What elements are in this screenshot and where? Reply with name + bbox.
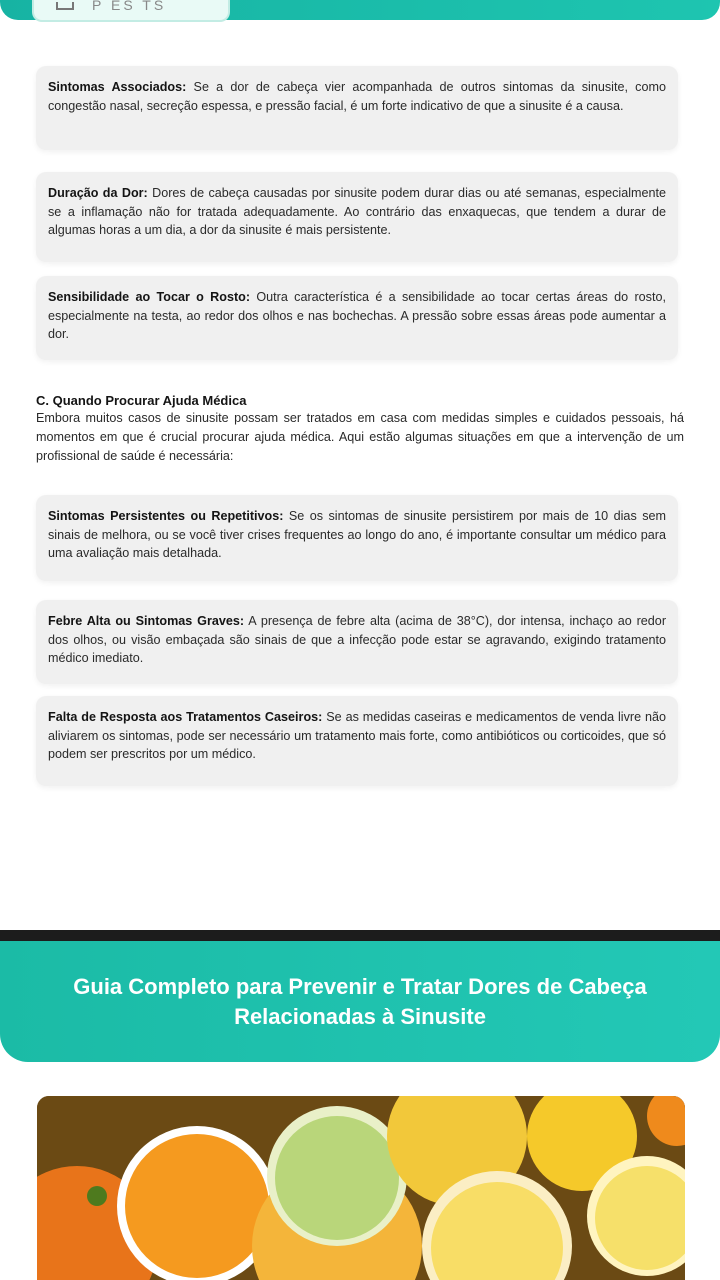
card-title: Sintomas Persistentes ou Repetitivos:	[48, 509, 284, 523]
lime-slice	[275, 1116, 399, 1240]
citrus-illustration	[37, 1096, 685, 1280]
citrus-fruits-image	[37, 1096, 685, 1280]
card-title: Sensibilidade ao Tocar o Rosto:	[48, 290, 251, 304]
card-title: Falta de Resposta aos Tratamentos Caseiros:	[48, 710, 323, 724]
card-title: Febre Alta ou Sintomas Graves:	[48, 614, 245, 628]
tab-icon	[56, 2, 74, 10]
top-tab	[32, 0, 230, 22]
tab-label: P ES TS	[92, 0, 167, 13]
guide-banner	[0, 941, 720, 1062]
card-text: Se a dor de cabeça vier acompanhada de outros sintomas da sinusite, como congestão nasal, secreção espessa, e pressão facial, é um forte indicativo de que a sinusite é a causa.	[48, 80, 666, 113]
symptom-card-associated	[36, 66, 678, 150]
symptom-card-sensitivity	[36, 276, 678, 360]
card-text: A presença de febre alta (acima de 38°C), dor intensa, inchaço ao redor dos olhos, ou visão embaçada são sinais de que a infecção pode estar se agravando, exigindo tratamento médico imediato.	[48, 614, 667, 665]
symptom-card-duration	[36, 172, 678, 262]
card-text: Outra característica é a sensibilidade ao tocar certas áreas do rosto, especialmente na testa, ao redor dos olhos e nas bochechas. A pressão sobre essas áreas pode aumentar a dor.	[48, 290, 666, 341]
section-divider	[0, 930, 720, 941]
help-card-no-response	[36, 696, 678, 786]
section-body: Embora muitos casos de sinusite possam ser tratados em casa com medidas simples e cuidados pessoais, há momentos em que é crucial procurar ajuda médica. Aqui estão algumas situações em que a intervenção de um profissional de saúde é necessária:	[36, 411, 684, 463]
card-text: Se os sintomas de sinusite persistirem por mais de 10 dias sem sinais de melhora, ou se você tiver crises frequentes ao longo do ano, é importante consultar um médico para uma avaliação mais detalhada.	[48, 509, 666, 560]
orange-slice	[125, 1134, 269, 1278]
card-title: Duração da Dor:	[48, 186, 148, 200]
help-card-fever	[36, 600, 678, 684]
card-text: Dores de cabeça causadas por sinusite podem durar dias ou até semanas, especialmente se a inflamação não for tratada adequadamente. Ao contrário das enxaquecas, que tendem a durar de algumas horas a um dia, a dor da sinusite é mais persistente.	[48, 186, 666, 237]
help-card-persistent	[36, 495, 678, 581]
card-text: Se as medidas caseiras e medicamentos de venda livre não aliviarem os sintomas, pode ser necessário um tratamento mais forte, como antibióticos ou corticoides, que só podem ser prescritos por um médico.	[48, 710, 667, 761]
section-heading: C. Quando Procurar Ajuda Médica	[36, 393, 247, 408]
orange-stem	[87, 1186, 107, 1206]
card-title: Sintomas Associados:	[48, 80, 187, 94]
section-when-to-seek-help	[36, 393, 684, 466]
banner-title: Guia Completo para Prevenir e Tratar Dores de Cabeça Relacionadas à Sinusite	[73, 973, 647, 1029]
